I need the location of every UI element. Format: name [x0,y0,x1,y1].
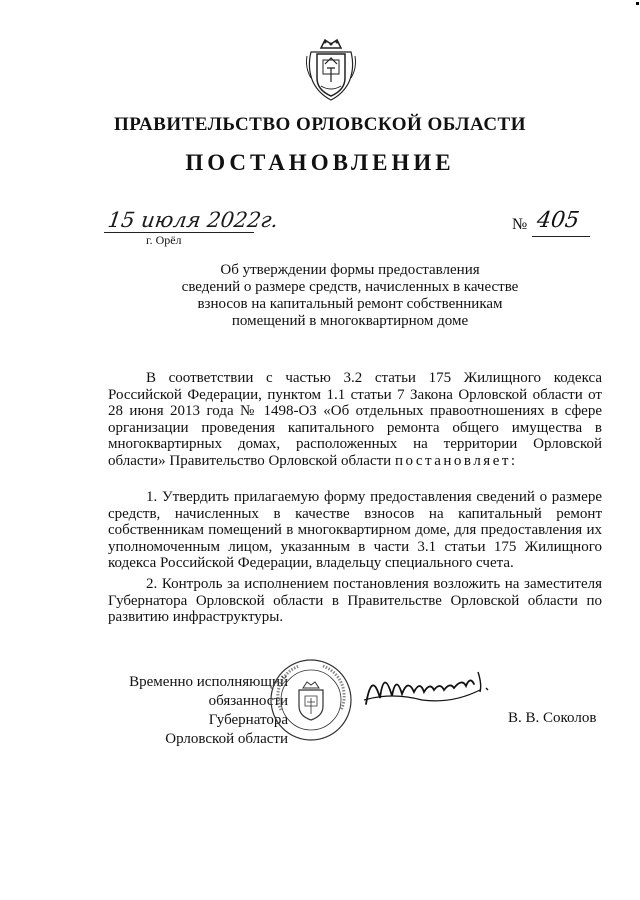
coat-of-arms-emblem [303,38,359,102]
city-label: г. Орёл [146,233,182,247]
clause-2-paragraph: 2. Контроль за исполнением постановления возложить на заместителя Губернатора Орловской области в Правительстве Орловской области по развитию инфраструктуры. [108,576,602,625]
resolution-verb: постановляет: [394,452,518,469]
position-line: Орловской области [165,731,288,747]
number-underline [532,236,590,237]
organization-title: ПРАВИТЕЛЬСТВО ОРЛОВСКОЙ ОБЛАСТИ [113,114,526,135]
official-seal [269,658,353,742]
title-line: взносов на капитальный ремонт собственникам [197,296,503,312]
clause-1-paragraph: 1. Утвердить прилагаемую форму предоставления сведений о размере средств, начисленных в качестве взносов на капитальный ремонт собственникам помещений в многоквартирном доме, для предоставления их уполномоченным лицом, указанным в части 3.1 статьи 175 Жилищного кодекса Российской Федерации, владельцу специального счета. [108,489,602,571]
signer-name: В. В. Соколов [508,710,597,726]
title-line: Об утверждении формы предоставления [220,262,480,278]
handwritten-signature [362,660,492,710]
position-line: Временно исполняющий [129,674,288,690]
handwritten-number: 405 [535,208,581,233]
corner-mark [636,2,639,5]
signatory-position [128,673,288,749]
preamble-text: В соответствии с частью 3.2 статьи 175 Жилищного кодекса Российской Федерации, пунктом 1.1 статьи 7 Закона Орловской области от 28 июня 2013 года № 1498-ОЗ «Об отдельных правоотношениях в сфере организации проведения капитального ремонта общего имущества в многоквартирных домах, расположенных на территории Орловской области» Правительство Орловской области [108,370,602,469]
title-line: сведений о размере средств, начисленных в качестве [181,279,519,295]
preamble-paragraph [108,370,602,469]
number-label: № [512,216,528,233]
document-type-heading: ПОСТАНОВЛЕНИЕ [185,150,455,175]
document-title [160,262,540,330]
position-line: обязанности Губернатора [208,693,288,728]
title-line: помещений в многоквартирном доме [231,313,469,329]
handwritten-date: 15 июля 2022г. [106,208,280,232]
